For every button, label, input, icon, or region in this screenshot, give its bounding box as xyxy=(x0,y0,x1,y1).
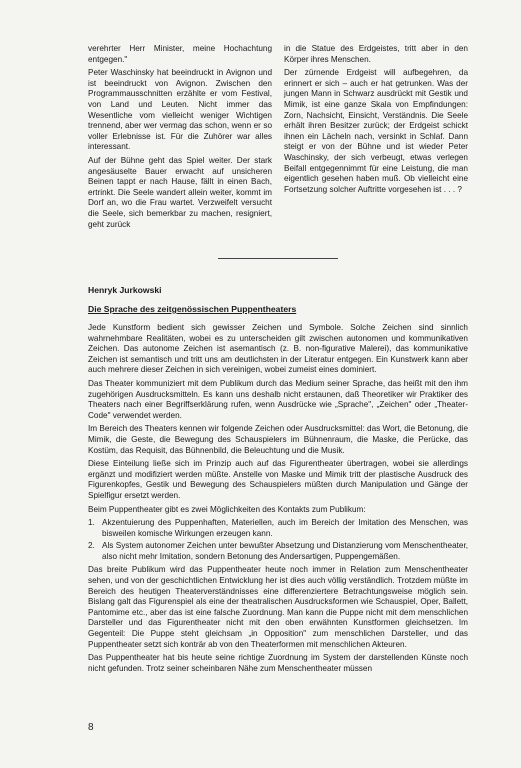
article-paragraph: Das Puppentheater hat bis heute seine richtige Zuordnung im System der darstellenden Künste noch nicht gefunden. Trotz seiner scheinbaren Nähe zum Menschentheater müssen xyxy=(88,653,468,673)
article-author: Henryk Jurkowski xyxy=(88,285,162,295)
right-paragraph: in die Statue des Erdgeistes, tritt aber in den Körper ihres Menschen. xyxy=(284,44,468,64)
list-item xyxy=(88,541,468,562)
page-number: 8 xyxy=(88,722,94,733)
article-paragraph: Diese Einteilung ließe sich im Prinzip auch auf das Figurentheater übertragen, wobei sie allerdings ergänzt und modifiziert werden müßte. Anstelle von Maske und Mimik tritt der plastische Ausdruck des Figurenkopfes, Gestik und Bewegung des Schauspielers müßten durch Manipulation und Gänge der Spielfigur ersetzt werden. xyxy=(88,459,468,500)
numbered-list xyxy=(88,518,468,562)
left-paragraph: Peter Waschinsky hat beeindruckt in Avignon und ist beeindruckt von Avignon. Zwischen den Programmausschnitten erzählte er vom Festival, von Land und Leuten. Nicht immer das Wesentliche vom vielleicht weniger Wichtigen trennend, aber wer vermag das schon, wenn er so voller Erlebnisse ist. Für die Zuhörer war alles interessant. xyxy=(88,68,272,152)
list-item-text: Akzentuierung des Puppenhaften, Materiellen, auch im Bereich der Imitation des Menschen, was bisweilen komische Wirkungen erzeugen kann. xyxy=(102,518,468,538)
right-paragraph: Der zürnende Erdgeist will aufbegehren, da erinnert er sich – auch er hat getrunken. Was der jungen Mann in Schwarz ausdrückt mit Gestik und Mimik, ist eine ganze Skala von Empfindungen: Zorn, Nachsicht, Einsicht, Verständnis. Die Seele erhält ihren Besitzer zurück; der Erdgeist schickt ihnen ein Lächeln nach, versinkt in Schlaf. Dann steigt er von der Bühne und ist wieder Peter Waschinsky, der sich verbeugt, etwas verlegen Beifall entgegennimmt für eine Leistung, die man eigentlich gesehen haben muß. Ob vielleicht eine Fortsetzung solcher Auftritte vorgesehen ist . . . ? xyxy=(284,68,468,194)
article-paragraph: Das breite Publikum wird das Puppentheater heute noch immer in Relation zum Menschentheater sehen, und von der geschichtlichen Entwicklung her ist dies auch völlig verständlich. Trotzdem müßte im Bereich des heutigen Theaterverständnisses eine differenziertere Betrachtungsweise möglich sein. Bislang galt das Figurenspiel als eine der theatralischen Ausdrucksformen wie Schauspiel, Oper, Ballett, Pantomime etc., aber das ist eine falsche Zuordnung. Man kann die Puppe nicht mit dem menschlichen Darsteller und das Figurentheater nicht mit den oben erwähnten Kunstformen gleichsetzen. Im Gegenteil: Die Puppe steht gleichsam „in Opposition" zum menschlichen Darsteller, und das Puppentheater setzt sich konträr ab von den Theaterformen mit menschlichen Akteuren. xyxy=(88,565,468,649)
article-paragraph: Das Theater kommuniziert mit dem Publikum durch das Medium seiner Sprache, das heißt mit den ihm zugehörigen Ausdrucksmitteln. Es kann uns deshalb nicht erstaunen, daß Theoretiker wir Praktiker des Theaters nach einer Begriffserklärung rufen, wenn Ausdrücke wie „Sprache", „Zeichen" oder „Theater-Code" verwendet werden. xyxy=(88,378,468,420)
section-divider xyxy=(218,258,338,259)
list-item-number: 2. xyxy=(88,541,95,551)
article-paragraph: Im Bereich des Theaters kennen wir folgende Zeichen oder Ausdrucksmittel: das Wort, die Betonung, die Mimik, die Geste, die Bewegung des Schauspielers im Bühnenraum, die Maske, die Perücke, das Kostüm, das Requisit, das Bühnenbild, die Beleuchtung und die Musik. xyxy=(88,424,468,455)
list-item-number: 1. xyxy=(88,518,95,528)
article-paragraph: Beim Puppentheater gibt es zwei Möglichkeiten des Kontakts zum Publikum: xyxy=(88,504,366,514)
list-item xyxy=(88,518,468,539)
list-item-text: Als System autonomer Zeichen unter bewußter Absetzung und Distanzierung vom Menschentheater, also nicht mehr Imitation, sondern Betonung des Andersartigen, Puppengemäßen. xyxy=(102,541,468,561)
two-column-text xyxy=(88,44,468,233)
article-paragraph: Jede Kunstform bedient sich gewisser Zeichen und Symbole. Solche Zeichen sind sinnlich wahrnehmbare Realitäten, wobei es zu unterscheiden gilt zwischen autonomen und kommunikativen Zeichen. Das autonome Zeichen ist asemantisch (z. B. non-figurative Malerei), das kommunikative Zeichen ist semantisch und tritt uns am deutlichsten in der Literatur entgegen. Ein Kunstwerk kann aber auch mehrere dieser Zeichen in sich vereinigen, wobei zumeist eines dominiert. xyxy=(88,323,468,375)
left-column xyxy=(88,44,272,233)
right-column xyxy=(284,44,468,233)
left-paragraph: verehrter Herr Minister, meine Hochachtung entgegen." xyxy=(88,44,272,64)
article xyxy=(88,285,468,677)
left-paragraph: Auf der Bühne geht das Spiel weiter. Der stark angesäuselte Bauer erwacht auf unsicheren Beinen tappt er nach Hause, fällt in einen Bach, ertrinkt. Die Seele wandert allein weiter, kommt im Dorf an, wo die Frau wartet. Verzweifelt versucht die Seele, sich bemerkbar zu machen, resigniert, geht zurück xyxy=(88,155,272,229)
article-title: Die Sprache des zeitgenössischen Puppentheaters xyxy=(88,304,297,314)
